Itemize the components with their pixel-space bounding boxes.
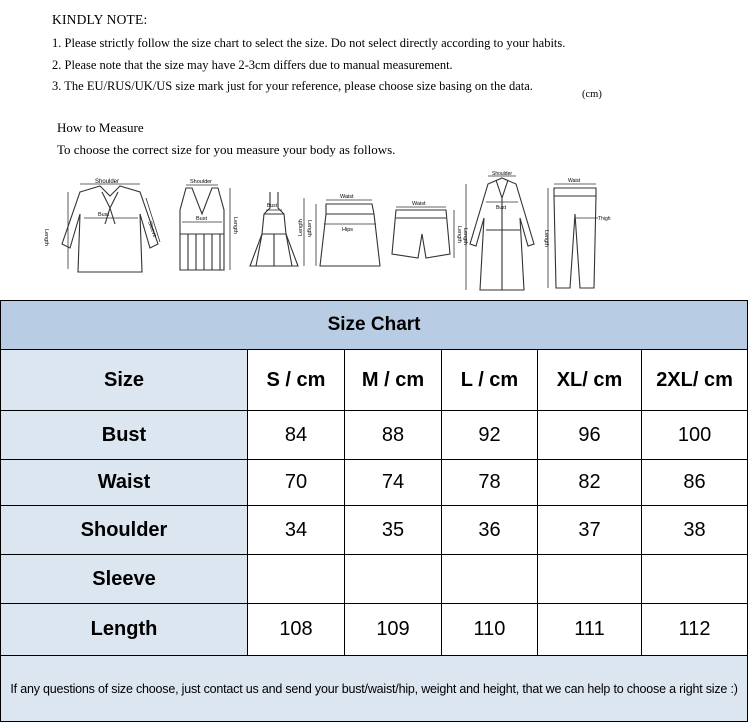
table-cell: 36 — [442, 506, 538, 555]
size-chart-title: Size Chart — [1, 301, 748, 350]
fig1-sleeve-label: Sleeve — [146, 220, 158, 239]
fig4-length-label: Length — [298, 219, 304, 236]
unit-label: (cm) — [582, 89, 602, 100]
fig4-waist-label: Waist — [340, 194, 354, 200]
note-line-2: 2. Please note that the size may have 2-3cm differs due to manual measurement. — [52, 58, 453, 72]
table-row — [1, 555, 748, 604]
table-cell — [345, 555, 442, 604]
table-cell: 78 — [442, 460, 538, 506]
header-2xl: 2XL/ cm — [642, 350, 748, 411]
kindly-note-section — [0, 0, 747, 300]
measurement-figures — [43, 171, 620, 296]
header-l: L / cm — [442, 350, 538, 411]
fig6-shoulder-label: Shoulder — [492, 171, 513, 177]
fig1-bust-label: Bust — [98, 212, 110, 218]
table-row — [1, 604, 748, 656]
fig7-length-label: Length — [543, 230, 549, 247]
table-cell: 38 — [642, 506, 748, 555]
table-cell: 35 — [345, 506, 442, 555]
fig4-hips-label: Hips — [342, 227, 354, 233]
size-chart-table — [0, 300, 747, 725]
table-row — [1, 460, 748, 506]
how-to-measure-subtitle: To choose the correct size for you measure your body as follows. — [57, 142, 396, 157]
row-label: Sleeve — [1, 555, 248, 604]
table-cell — [442, 555, 538, 604]
table-cell: 111 — [538, 604, 642, 656]
table-cell: 92 — [442, 411, 538, 460]
table-cell: 84 — [248, 411, 345, 460]
belted-coat-figure — [462, 171, 534, 290]
note-line-1: 1. Please strictly follow the size chart to select the size. Do not select directly according to your habits. — [52, 36, 566, 50]
shorts-figure — [392, 201, 462, 258]
how-to-measure-title: How to Measure — [57, 120, 144, 135]
fig6-bust-label: Bust — [496, 205, 507, 211]
fig2-shoulder-label: Shoulder — [190, 179, 213, 185]
fig5-waist-label: Waist — [412, 201, 426, 207]
table-cell: 109 — [345, 604, 442, 656]
row-label: Length — [1, 604, 248, 656]
fig1-length-label: Length — [43, 229, 49, 246]
table-cell: 110 — [442, 604, 538, 656]
fig3-length-label: Length — [306, 220, 312, 237]
note-title: KINDLY NOTE: — [52, 12, 148, 27]
table-cell: 88 — [345, 411, 442, 460]
size-chart-footer-note: If any questions of size choose, just contact us and send your bust/waist/hip, weight and height, that we can help to choose a right size :) — [1, 656, 748, 722]
fig2-length-label: Length — [232, 217, 238, 234]
trousers-figure — [543, 178, 611, 288]
table-cell — [538, 555, 642, 604]
table-cell: 34 — [248, 506, 345, 555]
fig2-bust-label: Bust — [196, 216, 208, 222]
header-row — [1, 350, 748, 411]
header-s: S / cm — [248, 350, 345, 411]
note-line-3: 3. The EU/RUS/UK/US size mark just for your reference, please choose size basing on the data. — [52, 79, 533, 93]
table-row — [1, 506, 748, 555]
header-m: M / cm — [345, 350, 442, 411]
table-cell: 74 — [345, 460, 442, 506]
table-row — [1, 411, 748, 460]
table-cell: 100 — [642, 411, 748, 460]
fig6-length-label: Length — [462, 228, 468, 245]
fig7-thigh-label: Thigh — [598, 216, 611, 222]
header-xl: XL/ cm — [538, 350, 642, 411]
tank-top-figure — [180, 179, 238, 270]
blouse-figure — [43, 179, 160, 272]
table-cell: 112 — [642, 604, 748, 656]
table-cell — [642, 555, 748, 604]
row-label: Bust — [1, 411, 248, 460]
fig3-bust-label: Bust — [267, 203, 278, 209]
table-cell: 86 — [642, 460, 748, 506]
table-cell: 70 — [248, 460, 345, 506]
table-cell: 37 — [538, 506, 642, 555]
table-cell: 82 — [538, 460, 642, 506]
table-cell — [248, 555, 345, 604]
fig5-length-label: Length — [456, 226, 462, 243]
row-label: Waist — [1, 460, 248, 506]
header-size: Size — [1, 350, 248, 411]
table-cell: 96 — [538, 411, 642, 460]
row-label: Shoulder — [1, 506, 248, 555]
fig7-waist-label: Waist — [568, 178, 581, 184]
table-cell: 108 — [248, 604, 345, 656]
fig1-shoulder-label: Shoulder — [95, 179, 120, 185]
